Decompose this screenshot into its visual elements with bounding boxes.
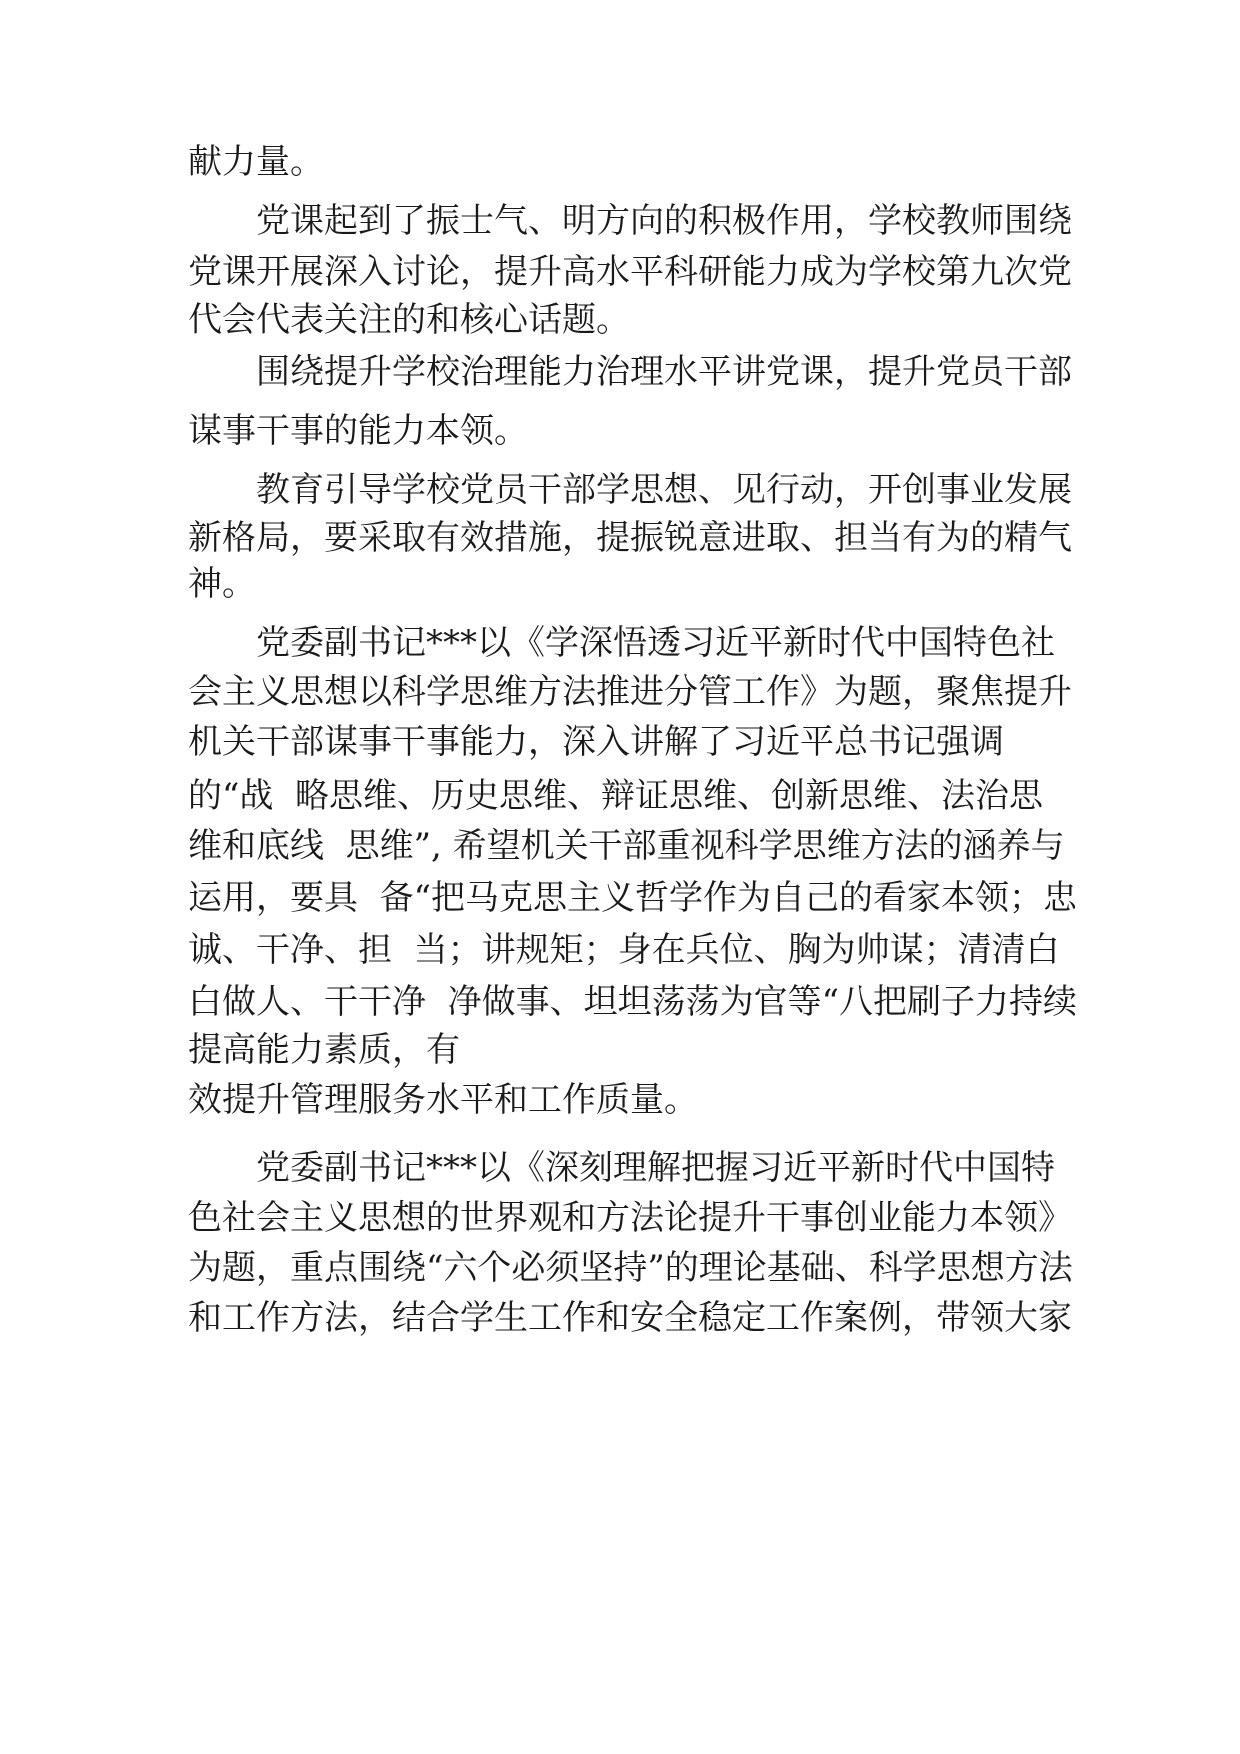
text-line: 神。	[188, 564, 256, 604]
text-line: 党委副书记***以《深刻理解把握习近平新时代中国特	[256, 1148, 1055, 1188]
text-line: 维和底线 思维”, 希望机关干部重视科学思维方法的涵养与	[188, 826, 1065, 866]
text-line: 代会代表关注的和核心话题。	[188, 300, 630, 340]
text-line: 效提升管理服务水平和工作质量。	[188, 1080, 698, 1120]
text-line: 机关干部谋事干事能力，深入讲解了习近平总书记强调	[188, 722, 1004, 762]
text-line: 的“战 略思维、历史思维、辩证思维、创新思维、法治思	[188, 776, 1043, 816]
text-line: 新格局，要采取有效措施，提振锐意进取、担当有为的精气	[188, 518, 1072, 558]
text-line: 会主义思想以科学思维方法推进分管工作》为题，聚焦提升	[188, 672, 1072, 712]
text-line: 谋事干事的能力本领。	[188, 411, 528, 451]
text-line: 诚、干净、担 当；讲规矩；身在兵位、胸为帅谋；清清白	[188, 930, 1060, 970]
text-line: 献力量。	[188, 142, 324, 182]
text-line: 围绕提升学校治理能力治理水平讲党课，提升党员干部	[256, 352, 1072, 392]
text-line: 党委副书记***以《学深悟透习近平新时代中国特色社	[256, 623, 1055, 663]
text-line: 色社会主义思想的世界观和方法论提升干事创业能力本领》	[188, 1198, 1072, 1238]
text-line: 为题，重点围绕“六个必须坚持”的理论基础、科学思想方法	[188, 1248, 1073, 1288]
text-line: 教育引导学校党员干部学思想、见行动，开创事业发展	[256, 470, 1072, 510]
text-line: 提高能力素质，有	[188, 1030, 460, 1070]
text-line: 和工作方法，结合学生工作和安全稳定工作案例，带领大家	[188, 1298, 1072, 1338]
text-line: 白做人、干干净 净做事、坦坦荡荡为官等“八把刷子力持续	[188, 982, 1077, 1022]
text-line: 党课起到了振士气、明方向的积极作用，学校教师围绕	[256, 201, 1072, 241]
text-line: 运用，要具 备“把马克思主义哲学作为自己的看家本领；忠	[188, 878, 1077, 918]
text-line: 党课开展深入讨论，提升高水平科研能力成为学校第九次党	[188, 252, 1072, 292]
